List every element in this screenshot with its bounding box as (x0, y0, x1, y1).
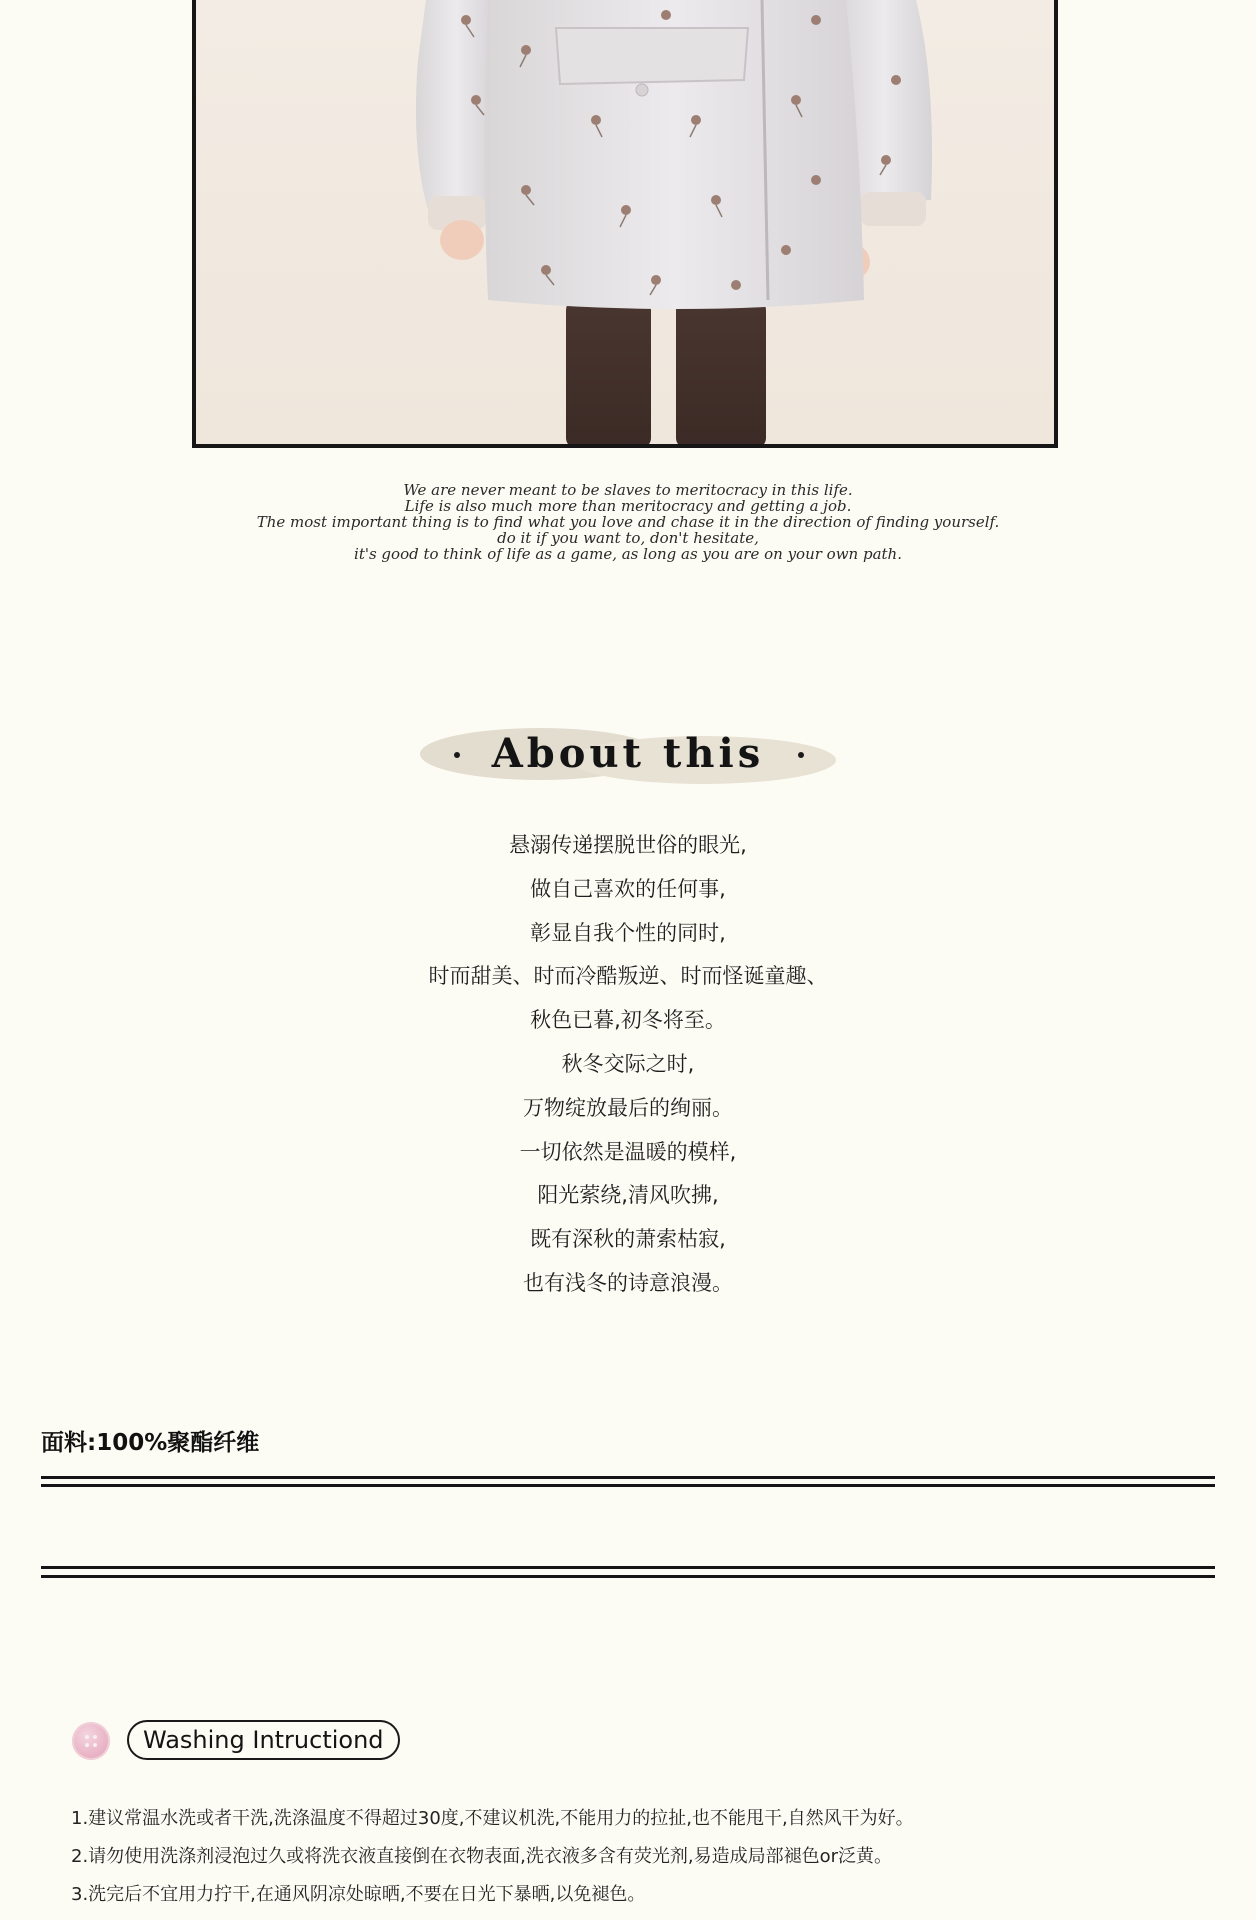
washing-item: 2.请勿使用洗涤剂浸泡过久或将洗衣液直接倒在衣物表面,洗衣液多含有荧光剂,易造成局部褪色or泛黄。 (71, 1846, 893, 1867)
poem-line: 秋色已暮,初冬将至。 (530, 1008, 726, 1033)
poem-line: 彰显自我个性的同时, (530, 920, 726, 945)
quote-line: do it if you want to, don't hesitate, (497, 529, 759, 547)
poem-line: 时而甜美、时而冷酷叛逆、时而怪诞童趣、 (428, 964, 828, 989)
washing-item: 3.洗完后不宜用力拧干,在通风阴凉处晾晒,不要在日光下暴晒,以免褪色。 (71, 1884, 646, 1905)
divider-line (41, 1566, 1215, 1569)
product-photo (192, 0, 1058, 448)
poem-line: 秋冬交际之时, (561, 1051, 695, 1076)
about-poem (0, 824, 1256, 1306)
washing-instructions (71, 1800, 1241, 1914)
quote-line: Life is also much more than meritocracy and getting a job. (404, 497, 852, 515)
poem-line: 阳光萦绕,清风吹拂, (537, 1183, 719, 1208)
divider-line (41, 1476, 1215, 1479)
poem-line: 做自己喜欢的任何事, (530, 876, 726, 901)
divider-line (41, 1484, 1215, 1487)
quote-line: We are never meant to be slaves to meritocracy in this life. (403, 481, 853, 499)
button-icon (72, 1722, 110, 1760)
poem-line: 悬溺传递摆脱世俗的眼光, (509, 833, 747, 857)
about-heading-badge (420, 722, 836, 786)
washing-item: 1.建议常温水洗或者干洗,洗涤温度不得超过30度,不建议机洗,不能用力的拉扯,也不能甩干,自然风干为好。 (71, 1808, 914, 1829)
poem-line: 也有浅冬的诗意浪漫。 (523, 1270, 733, 1295)
divider-line (41, 1575, 1215, 1578)
script-quote (0, 482, 1256, 562)
poem-line: 既有深秋的萧索枯寂, (530, 1227, 726, 1252)
poem-line: 一切依然是温暖的模样, (519, 1139, 737, 1164)
child-coat-illustration (196, 0, 1058, 448)
washing-title: Washing Intructiond (127, 1720, 400, 1760)
quote-line: it's good to think of life as a game, as long as you are on your own path. (354, 545, 902, 563)
poem-line: 万物绽放最后的绚丽。 (523, 1095, 733, 1120)
material-label: 面料:100%聚酯纤维 (41, 1430, 260, 1456)
quote-line: The most important thing is to find what you love and chase it in the direction of finding yourself. (256, 513, 1000, 531)
about-title: About this (491, 730, 765, 777)
